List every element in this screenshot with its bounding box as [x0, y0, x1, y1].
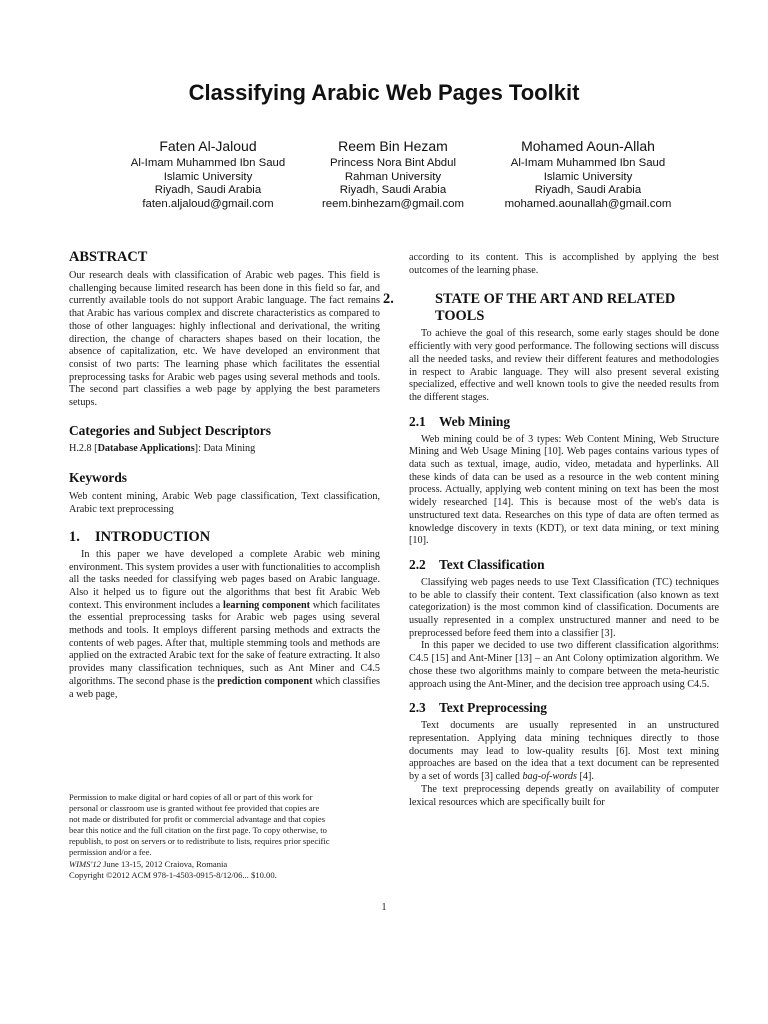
- subsection-text-2-2: In this paper we decided to use two different classification algorithms: C4.5 [15] and Ant-Miner [13] – an Ant Colony optimization algorithm. We chose these two algorithms mainly to compare between the meta-heuristic approach using the Ant-Miner, and the decision tree approach using C4.5.: [409, 640, 719, 690]
- author-email: mohamed.aounallah@gmail.com: [504, 197, 672, 210]
- intro-text-part: which classifies a web page,: [69, 675, 381, 700]
- subsection-text-2-1: Web mining could be of 3 types: Web Content Mining, Web Structure Mining and Web Usage Mining [10]. Web pages contains various types of data such as textual, image, audio, video, metadata and hyperlinks. All these kinds of data can be used as a resource in the web content mining process. Actually, applying web content mining on text has been the most widely researched [14]. This is because most of the web's data is unstructured text data. Researches on this type of data are often termed as knowledge discovery in texts (KDT), or text data mining, or text mining [10].: [409, 433, 719, 547]
- subsection-title: Web Mining: [439, 413, 511, 429]
- subsection-heading-2-2: [409, 557, 719, 573]
- author-name: Mohamed Aoun-Allah: [521, 138, 655, 154]
- venue-name: WIMS'12: [69, 858, 101, 869]
- subsection-heading-2-3: [409, 700, 719, 716]
- subsection-text-2-2: Classifying web pages needs to use Text Classification (TC) techniques to be able to classify their content. Text classification (also known as text categorization) is the most common kind of classification. Documents are usually represented in a complex unstructured manner and need to be preprocessed before feed them into a classifier [3].: [409, 576, 719, 639]
- page-number: 1: [381, 902, 387, 913]
- text-part: [4].: [579, 771, 594, 783]
- footnote-copyright: Copyright ©2012 ACM 978-1-4503-0915-8/12/06... $10.00.: [69, 869, 277, 880]
- categories-suffix: ]: Data Mining: [194, 442, 256, 454]
- subsection-title: Text Preprocessing: [439, 700, 547, 716]
- author-name: Faten Al-Jaloud: [159, 138, 257, 154]
- author-location: Riyadh, Saudi Arabia: [154, 184, 262, 197]
- section-number: 2.: [383, 291, 394, 308]
- intro-bold-term: learning component: [223, 599, 311, 611]
- subsection-title: Text Classification: [439, 556, 545, 572]
- subsection-number: 2.2: [409, 556, 426, 572]
- categories-text: [69, 443, 380, 456]
- intro-bold-term: prediction component: [217, 675, 313, 687]
- footnote-line: republish, to post on servers or to redistribute to lists, requires prior specific: [69, 836, 330, 847]
- author-block: [299, 138, 487, 211]
- author-block: [113, 138, 303, 211]
- author-email: reem.binhezam@gmail.com: [322, 197, 464, 210]
- subsection-text-2-3: [409, 720, 719, 784]
- copyright-footnote: [69, 792, 380, 881]
- section-title: INTRODUCTION: [95, 528, 211, 545]
- section-title: STATE OF THE ART AND RELATED TOOLS: [435, 291, 676, 325]
- categories-bold: Database Applications: [97, 442, 195, 454]
- italic-term: bag-of-words: [522, 771, 577, 783]
- footnote-line: bear this notice and the full citation on the first page. To copy otherwise, to: [69, 825, 327, 836]
- categories-prefix: H.2.8 [: [69, 442, 98, 454]
- intro-text-part: which facilitates the essential preprocessing tasks for Arabic web pages using several methods and tools. It employs different parsing methods and extracts the contents of web pages. After that, multiple stemming tools and methods are applied on the extracted Arabic text for the sake of feature extracting. It also provides many classification techniques, such as Ant Miner and C4.5 algorithms. The second phase is the: [69, 599, 381, 687]
- author-location: Riyadh, Saudi Arabia: [534, 184, 642, 197]
- categories-heading: Categories and Subject Descriptors: [69, 422, 271, 438]
- venue-details: June 13-15, 2012 Craiova, Romania: [103, 858, 228, 869]
- text-part: Text documents are usually represented in an unstructured representation. Applying data mining techniques directly to those documents may lead to low-quality results [6]. Most text mining approaches are based on the idea that a text document can be represented by a set of words [3] called: [409, 720, 719, 783]
- abstract-text: Our research deals with classification of Arabic web pages. This field is challenging because limited research has been done in this field so far, and currently available tools do not support Arabic language. The fact remains that Arabic has various complex and discrete characteristics as compared to those of other languages: highly inflectional and derivational, the writing direction, the change of characters shapes based on their location, the absence of capitalization, etc. We have developed an environment that consist of two parts: The learning phase which facilitates the essential preprocessing tasks for Arabic web pages using several methods and tools. The second part classifies a web page by applying the best parameters setups.: [69, 270, 380, 409]
- introduction-heading: [69, 529, 380, 546]
- abstract-heading: ABSTRACT: [69, 249, 148, 265]
- subsection-number: 2.3: [409, 700, 426, 716]
- author-location: Riyadh, Saudi Arabia: [339, 184, 447, 197]
- footnote-venue: [69, 859, 380, 870]
- left-column: [69, 249, 380, 701]
- section-number: 1.: [69, 528, 80, 545]
- right-column: [383, 252, 719, 809]
- footnote-line: personal or classroom use is granted without fee provided that copies are: [69, 803, 320, 814]
- intro-text-part: In this paper we have developed a complete Arabic web mining environment. This system provides a user with functionalities to accomplish all the tasks needed for classifying web pages based on Arabic language. Also it helped us to figure out the algorithms that best fit Arabic Web context. This environment includes a: [69, 548, 380, 611]
- author-name: Reem Bin Hezam: [338, 138, 448, 154]
- continuation-text: according to its content. This is accomplished by applying the best outcomes of the learning phase.: [409, 252, 719, 276]
- subsection-heading-2-1: [409, 414, 719, 430]
- author-affiliation: Rahman University: [344, 170, 442, 183]
- footnote-line: permission and/or a fee.: [69, 847, 152, 858]
- subsection-number: 2.1: [409, 413, 426, 429]
- section2-heading: [383, 291, 719, 325]
- keywords-heading: Keywords: [69, 470, 128, 486]
- author-affiliation: Al-Imam Muhammed Ibn Saud: [510, 157, 666, 169]
- author-email: faten.aljaloud@gmail.com: [142, 197, 274, 210]
- section2-text: To achieve the goal of this research, some early stages should be done efficiently with very good performance. The following sections will discuss all the needed tasks, and review their different features and methodologies in respect to Arabic language. They will also present several existing specialized, effective and well known tools to give the needed results from the different stages.: [409, 328, 719, 403]
- author-block: [485, 138, 691, 211]
- keywords-text: Web content mining, Arabic Web page classification, Text classification, Arabic text preprocessing: [69, 491, 380, 516]
- paper-title: Classifying Arabic Web Pages Toolkit: [188, 80, 580, 105]
- introduction-text: [69, 549, 380, 701]
- author-affiliation: Islamic University: [543, 170, 633, 183]
- author-affiliation: Princess Nora Bint Abdul: [330, 157, 456, 169]
- author-affiliation: Islamic University: [163, 170, 253, 183]
- subsection-text-2-3: The text preprocessing depends greatly on availability of computer lexical resources which are specifically built for: [409, 783, 719, 808]
- footnote-line: not made or distributed for profit or commercial advantage and that copies: [69, 814, 326, 825]
- footnote-line: Permission to make digital or hard copies of all or part of this work for: [69, 792, 313, 802]
- author-affiliation: Al-Imam Muhammed Ibn Saud: [130, 157, 286, 169]
